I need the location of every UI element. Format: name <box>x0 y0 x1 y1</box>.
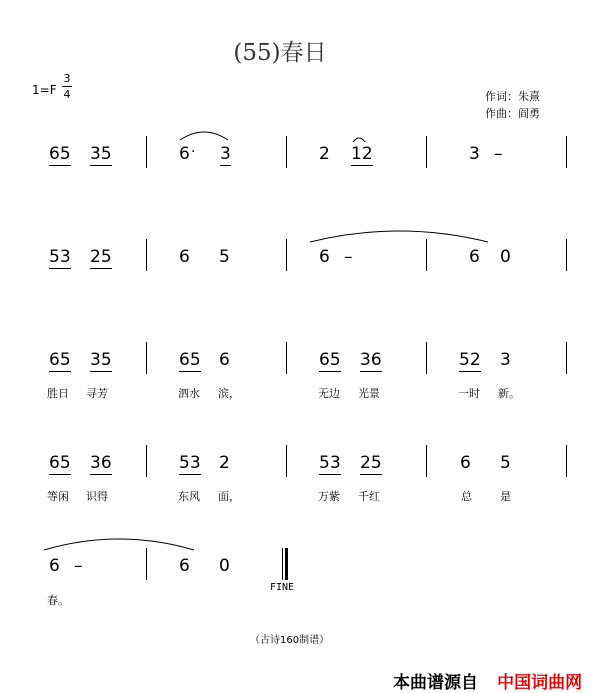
composer-credit: 作曲：阎勇 <box>485 107 540 120</box>
note-group: 65 <box>179 350 201 370</box>
note-group: 65 <box>49 144 71 164</box>
time-signature-divider <box>62 86 72 87</box>
bar-line <box>286 136 287 168</box>
lyric: 识得 <box>86 490 108 503</box>
note: 6 <box>49 556 60 576</box>
lyric: 无边 <box>318 387 340 400</box>
lyric: 千红 <box>358 490 380 503</box>
note: 6 <box>469 247 480 267</box>
note: 2 <box>319 144 330 164</box>
note-group: 25 <box>360 453 382 473</box>
lyric: 面， <box>218 490 240 503</box>
source-site-link[interactable]: 中国词曲网 <box>497 673 583 693</box>
rest: 0 <box>500 247 511 267</box>
lyric: 泗水 <box>178 387 200 400</box>
note-group: 65 <box>49 350 71 370</box>
dash: – <box>494 144 503 164</box>
bar-line <box>146 239 147 271</box>
bar-line <box>286 445 287 477</box>
bar-line <box>146 445 147 477</box>
source-banner <box>393 668 582 693</box>
note: 6 <box>460 453 471 473</box>
lyric: 胜日 <box>47 387 69 400</box>
bar-line <box>286 239 287 271</box>
tie <box>308 226 490 244</box>
note-group: 65 <box>319 350 341 370</box>
lyric: 光景 <box>358 387 380 400</box>
lyric: 春。 <box>47 594 69 607</box>
rest: 0 <box>219 556 230 576</box>
lyric: 寻芳 <box>86 387 108 400</box>
slur <box>351 134 367 143</box>
lyric: 总 <box>461 490 472 503</box>
note: 6 <box>179 144 190 164</box>
dash: – <box>344 247 353 267</box>
final-bar-thin <box>282 548 283 580</box>
lyric: 是 <box>500 490 511 503</box>
augmentation-dot: · <box>191 144 196 160</box>
lyric: 东风 <box>178 490 200 503</box>
note: 5 <box>219 247 230 267</box>
note: 5 <box>500 453 511 473</box>
note: 6 <box>319 247 330 267</box>
note-group: 65 <box>49 453 71 473</box>
note-group: 52 <box>459 350 481 370</box>
note-group: 53 <box>179 453 201 473</box>
note: 6 <box>179 247 190 267</box>
dash: – <box>74 556 83 576</box>
page-title: (55)春日 <box>233 40 327 66</box>
bar-line <box>426 445 427 477</box>
note-group: 36 <box>90 453 112 473</box>
bar-line <box>146 136 147 168</box>
time-signature-top: 3 <box>63 72 71 85</box>
note-group: 12 <box>351 144 373 164</box>
note: 3 <box>220 144 231 164</box>
time-signature-bottom: 4 <box>63 88 71 101</box>
note-group: 35 <box>90 350 112 370</box>
lyric: 一时 <box>458 387 480 400</box>
source-prefix: 本曲谱源自 <box>393 673 478 693</box>
time-signature <box>62 72 72 101</box>
lyric: 滨， <box>218 387 240 400</box>
slur <box>178 128 230 142</box>
bar-line <box>566 342 567 374</box>
note-group: 36 <box>360 350 382 370</box>
note-group: 35 <box>90 144 112 164</box>
fine-marker: FINE <box>270 582 295 593</box>
note: 6 <box>219 350 230 370</box>
bar-line <box>426 342 427 374</box>
lyric: 万紫 <box>318 490 340 503</box>
note: 3 <box>469 144 480 164</box>
note-group: 25 <box>90 247 112 267</box>
lyric: 新。 <box>498 387 520 400</box>
bar-line <box>146 548 147 580</box>
bar-line <box>566 136 567 168</box>
bar-line <box>286 342 287 374</box>
note: 2 <box>219 453 230 473</box>
final-bar-thick <box>285 548 288 580</box>
note-group: 53 <box>319 453 341 473</box>
key-signature: 1=F <box>32 83 57 97</box>
note: 6 <box>179 556 190 576</box>
bar-line <box>146 342 147 374</box>
note: 3 <box>500 350 511 370</box>
lyric: 等闲 <box>47 490 69 503</box>
bar-line <box>566 445 567 477</box>
bar-line <box>426 136 427 168</box>
tie <box>42 534 196 552</box>
arranger-note: （古诗160制谱） <box>250 635 330 646</box>
lyricist-credit: 作词：朱熹 <box>485 90 540 103</box>
note-group: 53 <box>49 247 71 267</box>
bar-line <box>566 239 567 271</box>
